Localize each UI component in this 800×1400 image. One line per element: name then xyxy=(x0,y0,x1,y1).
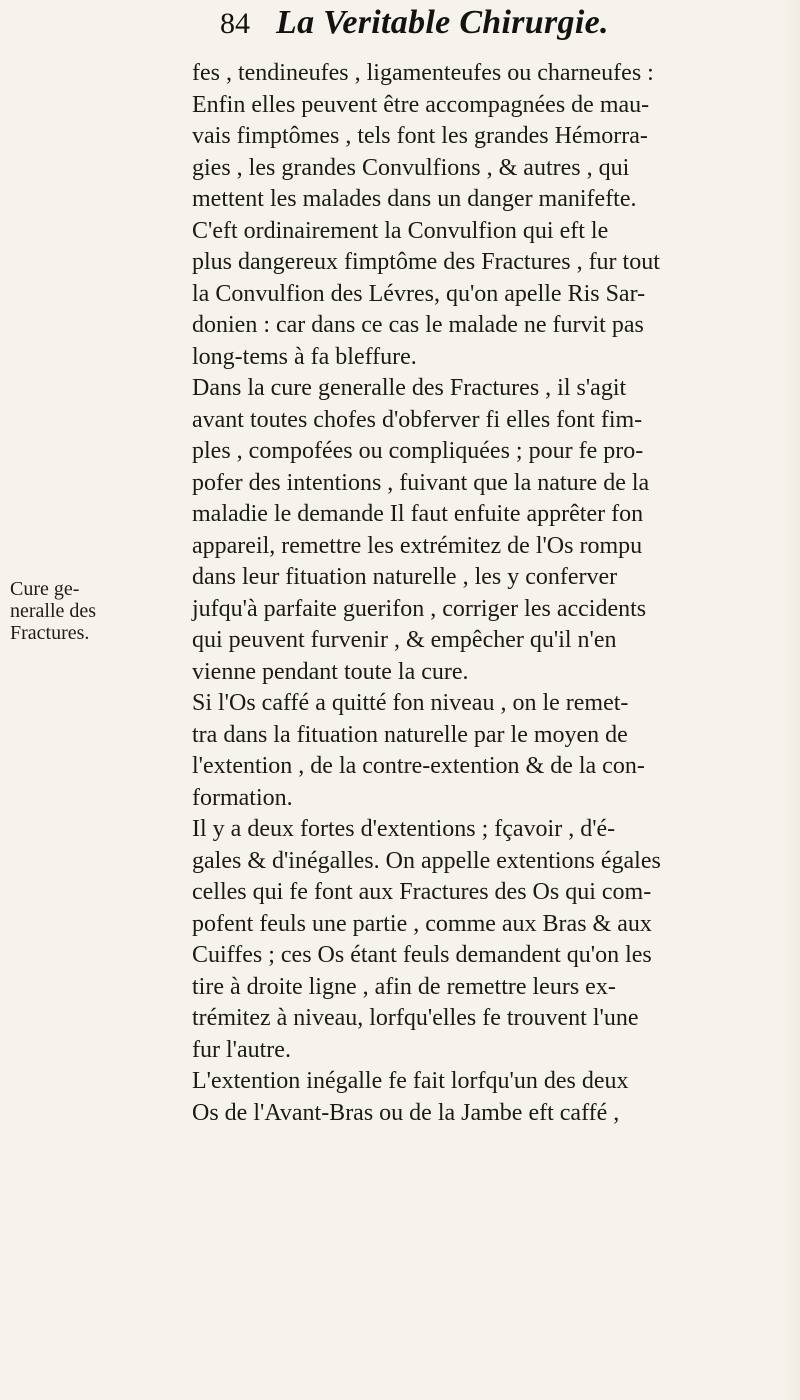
text-line: mettent les malades dans un danger manifefte. xyxy=(192,186,637,212)
text-line: gales & d'inégalles. On appelle extentions égales xyxy=(192,847,661,874)
text-line: appareil, remettre les extrémitez de l'Os rompu xyxy=(192,532,643,559)
margin-note-line: Fractures. xyxy=(10,622,90,644)
text-line: gies , les grandes Convulfions , & autres , qui xyxy=(192,154,630,181)
text-line: avant toutes chofes d'obferver fi elles font fim- xyxy=(192,406,643,433)
margin-note-line: neralle des xyxy=(10,600,97,622)
text-line: trémitez à niveau, lorfqu'elles fe trouvent l'une xyxy=(192,1005,639,1031)
body-text xyxy=(192,58,798,1129)
text-line: Si l'Os caffé a quitté fon niveau , on le remet- xyxy=(192,690,629,716)
text-line: pofent feuls une partie , comme aux Bras & aux xyxy=(192,910,652,937)
paper-edge-shadow xyxy=(782,0,800,1400)
text-line: fur l'autre. xyxy=(192,1036,291,1063)
margin-note xyxy=(10,578,110,644)
text-line: donien : car dans ce cas le malade ne furvit pas xyxy=(192,312,644,338)
text-line: qui peuvent furvenir , & empêcher qu'il n'en xyxy=(192,627,617,653)
text-line: celles qui fe font aux Fractures des Os qui com- xyxy=(192,879,652,905)
text-line: Il y a deux fortes d'extentions ; fçavoir , d'é- xyxy=(192,816,616,842)
text-line: dans leur fituation naturelle , les y conferver xyxy=(192,564,618,590)
text-line: fes , tendineufes , ligamenteufes ou charneufes : xyxy=(192,60,654,86)
text-line: l'extention , de la contre-extention & de la con- xyxy=(192,753,645,779)
text-line: maladie le demande Il faut enfuite apprêter fon xyxy=(192,501,644,527)
text-line: formation. xyxy=(192,784,293,811)
text-line: jufqu'à parfaite guerifon , corriger les accidents xyxy=(192,595,647,622)
running-title: La Veritable Chirurgie. xyxy=(276,4,609,41)
text-line: vienne pendant toute la cure. xyxy=(192,658,469,685)
page-number: 84 xyxy=(220,7,250,40)
text-line: Dans la cure generalle des Fractures , il s'agit xyxy=(192,375,627,401)
text-line: plus dangereux fimptôme des Fractures , fur tout xyxy=(192,249,660,275)
text-line: pofer des intentions , fuivant que la nature de la xyxy=(192,469,650,496)
margin-note-line: Cure ge- xyxy=(10,578,80,600)
text-line: Enfin elles peuvent être accompagnées de mau- xyxy=(192,91,650,118)
text-line: long-tems à fa bleffure. xyxy=(192,343,417,370)
text-line: tra dans la fituation naturelle par le moyen de xyxy=(192,721,628,748)
text-line: ples , compofées ou compliquées ; pour fe pro- xyxy=(192,438,644,464)
text-line: Cuiffes ; ces Os étant feuls demandent qu'on les xyxy=(192,942,652,968)
text-line: C'eft ordinairement la Convulfion qui eft le xyxy=(192,217,609,244)
page-header xyxy=(220,4,740,60)
text-line: Os de l'Avant-Bras ou de la Jambe eft caffé , xyxy=(192,1099,620,1126)
text-line: la Convulfion des Lévres, qu'on apelle Ris Sar- xyxy=(192,280,646,307)
text-line: tire à droite ligne , afin de remettre leurs ex- xyxy=(192,973,616,1000)
text-line: vais fimptômes , tels font les grandes Hémorra- xyxy=(192,123,648,149)
text-line: L'extention inégalle fe fait lorfqu'un des deux xyxy=(192,1068,629,1094)
